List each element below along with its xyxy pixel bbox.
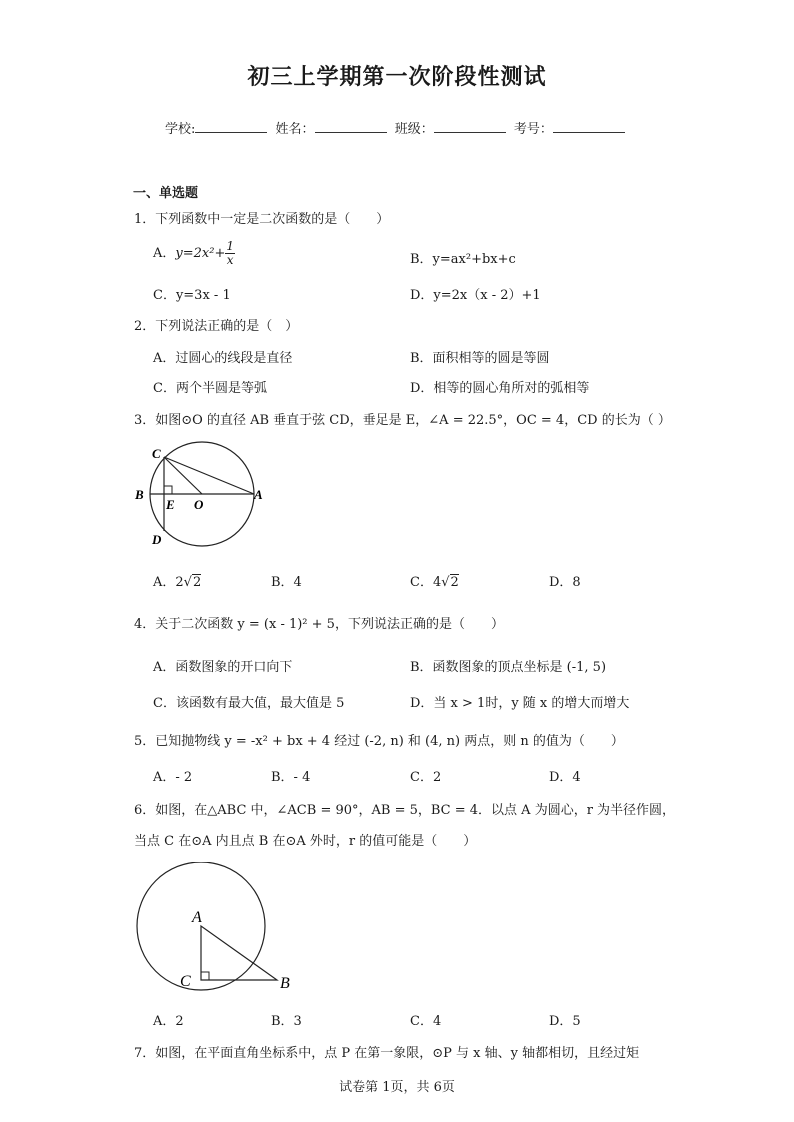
segment-ca [164,457,254,494]
question-1-option-d: D．y=2x（x - 2）+1 [410,288,541,303]
question-6-stem-line-1: 6．如图，在△ABC 中，∠ACB = 90°，AB = 5，BC = 4．以点 A 为圆心，r 为半径作圆， [134,803,676,818]
student-info-line [165,118,629,137]
question-2-option-d: D．相等的圆心角所对的弧相等 [410,381,590,396]
question-2-option-a: A．过圆心的线段是直径 [153,351,293,366]
school-label: 学校: [165,122,196,137]
label-o: O [194,497,204,512]
question-2-option-c: C．两个半圆是等弧 [153,381,267,396]
question-4-option-b: B．函数图象的顶点坐标是 (-1, 5) [410,660,607,675]
fraction: $\frac{1}{x}$ [226,239,234,267]
question-2-stem: 2．下列说法正确的是（ ） [134,319,299,334]
name-label: 姓名： [275,122,315,137]
label-e: E [166,497,175,512]
name-blank [315,120,387,133]
question-3-option-c: C．4√2 [410,575,459,590]
label-c: C [152,446,161,461]
question-6-option-d: D．5 [549,1014,581,1029]
segment-co [164,457,202,494]
question-5-option-a: A．- 2 [153,770,193,785]
question-3-stem: 3．如图⊙O 的直径 AB 垂直于弦 CD，垂足是 E，∠A = 22.5°，OC = 4，CD 的长为（ ） [134,413,671,428]
label-c: C [180,973,191,990]
question-6-option-c: C．4 [410,1014,442,1029]
question-4-option-c: C．该函数有最大值，最大值是 5 [153,696,345,711]
question-6-figure [128,862,308,1002]
question-4-option-d: D．当 x > 1时，y 随 x 的增大而增大 [410,696,630,711]
triangle-abc [201,926,277,980]
question-3-option-b: B．4 [271,575,302,590]
question-3-option-a: A．2√2 [153,575,202,590]
label-a: A [192,909,202,926]
exam-no-blank [553,120,625,133]
question-7-stem: 7．如图，在平面直角坐标系中，点 P 在第一象限，⊙P 与 x 轴、y 轴都相切，且经过矩 [134,1046,640,1061]
label-a: A [254,487,263,502]
question-6-option-a: A．2 [153,1014,184,1029]
right-angle-mark [201,972,209,980]
question-5-option-c: C．2 [410,770,442,785]
page-footer: 试卷第 1页，共 6页 [339,1080,455,1095]
label-b: B [280,975,290,992]
question-4-stem: 4．关于二次函数 y = (x - 1)² + 5，下列说法正确的是（ ） [134,617,504,632]
page-title: 初三上学期第一次阶段性测试 [247,64,547,90]
exam-no-label: 考号： [513,122,553,137]
question-1-option-a: A．y=2x²+ $\frac{1}{x}$ [153,239,234,267]
question-6-stem-line-2: 当点 C 在⊙A 内且点 B 在⊙A 外时，r 的值可能是（ ） [134,834,477,849]
right-angle-mark [164,486,172,494]
class-label: 班级： [394,122,434,137]
label-d: D [152,532,162,547]
question-5-stem: 5．已知抛物线 y = -x² + bx + 4 经过 (-2, n) 和 (4, n) 两点，则 n 的值为（ ） [134,734,624,749]
question-4-option-a: A．函数图象的开口向下 [153,660,293,675]
question-3-option-d: D．8 [549,575,581,590]
question-2-option-b: B．面积相等的圆是等圆 [410,351,550,366]
school-blank [195,120,267,133]
question-6-option-b: B．3 [271,1014,302,1029]
section-heading: 一、单选题 [133,186,199,201]
question-1-stem: 1．下列函数中一定是二次函数的是（ ） [134,212,390,227]
class-blank [434,120,506,133]
label-b: B [135,487,144,502]
question-5-option-b: B．- 4 [271,770,311,785]
question-1-option-c: C．y=3x - 1 [153,288,231,303]
question-3-figure [130,436,270,556]
question-1-option-b: B．y=ax²+bx+c [410,252,516,267]
question-5-option-d: D．4 [549,770,581,785]
